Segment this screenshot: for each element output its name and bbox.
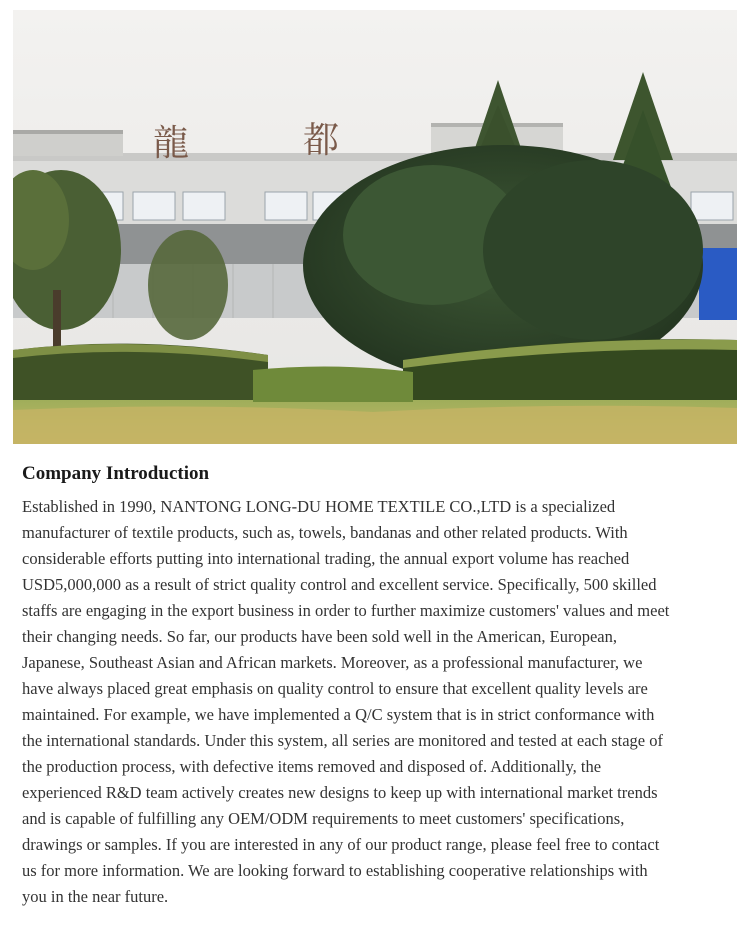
- intro-paragraph: [22, 494, 744, 910]
- company-introduction-section: [22, 459, 744, 910]
- intro-line: Established in 1990, NANTONG LONG-DU HOME TEXTILE CO.,LTD is a specialized: [22, 497, 616, 516]
- company-photo-illustration: [13, 10, 737, 444]
- company-photo: [13, 10, 737, 444]
- intro-line: their changing needs. So far, our products have been sold well in the American, European,: [22, 627, 617, 646]
- roof-sign-char-1: 龍: [153, 123, 190, 164]
- intro-line: Japanese, Southeast Asian and African markets. Moreover, as a professional manufacturer, we: [22, 653, 643, 672]
- intro-line: the international standards. Under this system, all series are monitored and tested at each stage of: [22, 731, 664, 750]
- roof-sign-char-2: 都: [303, 120, 340, 161]
- intro-line: considerable efforts putting into international trading, the annual export volume has reached: [22, 549, 630, 568]
- intro-line: experienced R&D team actively creates new designs to keep up with international market trends: [22, 783, 658, 802]
- intro-line: you in the near future.: [22, 887, 169, 906]
- intro-line: USD5,000,000 as a result of strict quality control and excellent service. Specifically, 500 skilled: [22, 575, 657, 594]
- intro-line: maintained. For example, we have implemented a Q/C system that is in strict conformance with: [22, 705, 655, 724]
- intro-line: the production process, with defective items removed and disposed of. Additionally, the: [22, 757, 602, 776]
- section-heading: Company Introduction: [22, 463, 210, 484]
- intro-line: us for more information. We are looking forward to establishing cooperative relationships with: [22, 861, 648, 880]
- intro-line: manufacturer of textile products, such as, towels, bandanas and other related products. With: [22, 523, 628, 542]
- intro-line: drawings or samples. If you are interested in any of our product range, please feel free to contact: [22, 835, 660, 854]
- intro-line: staffs are engaging in the export business in order to further maximize customers' values and meet: [22, 601, 670, 620]
- intro-line: and is capable of fulfilling any OEM/ODM requirements to meet customers' specifications,: [22, 809, 625, 828]
- intro-line: have always placed great emphasis on quality control to ensure that excellent quality levels are: [22, 679, 648, 698]
